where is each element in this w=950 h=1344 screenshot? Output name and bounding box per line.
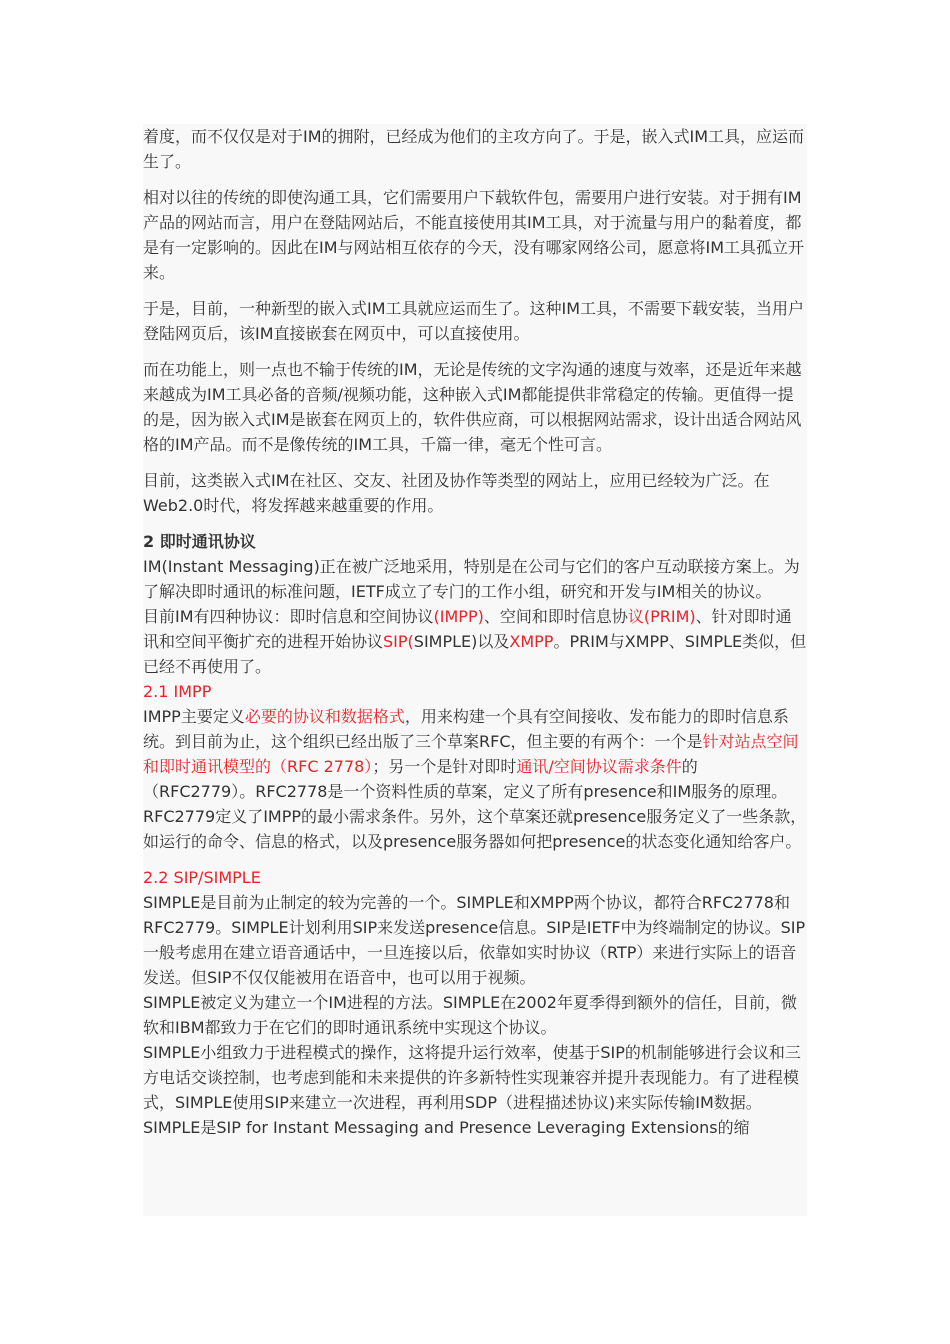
paragraph: 着度，而不仅仅是对于IM的拥附，已经成为他们的主攻方向了。于是，嵌入式IM工具，应运而生了。: [143, 127, 805, 171]
text-span: ；另一个是针对即时: [372, 757, 517, 776]
highlight-span: 针对站点空间和即时通讯模型的（RFC 2778）: [143, 732, 799, 776]
highlight-span: XMPP: [509, 632, 554, 651]
article-body: [143, 124, 807, 1216]
paragraph: 于是，目前，一种新型的嵌入式IM工具就应运而生了。这种IM工具，不需要下载安装，当用户登陆网页后，该IM直接嵌套在网页中，可以直接使用。: [143, 299, 805, 343]
section-heading: 2.1 IMPP: [143, 682, 212, 701]
text-span: 、空间和即时信息协: [483, 607, 628, 626]
section-heading: 2.2 SIP/SIMPLE: [143, 868, 261, 887]
paragraph: IM(Instant Messaging)正在被广泛地采用，特别是在公司与它们的客户互动联接方案上。为了解决即时通讯的标准问题，IETF成立了专门的工作小组，研究和开发与IM相关的协议。: [143, 557, 800, 601]
section-heading: 2 即时通讯协议: [143, 532, 256, 551]
paragraph: SIMPLE被定义为建立一个IM进程的方法。SIMPLE在2002年夏季得到额外的信任，目前，微软和IBM都致力于在它们的即时通讯系统中实现这个协议。: [143, 993, 797, 1037]
paragraph: SIMPLE是SIP for Instant Messaging and Presence Leveraging Extensions的缩: [143, 1118, 750, 1137]
paragraph: 相对以往的传统的即使沟通工具，它们需要用户下载软件包，需要用户进行安装。对于拥有IM产品的网站而言，用户在登陆网站后，不能直接使用其IM工具，对于流量与用户的黏着度，都是有一定影响的。因此在IM与网站相互依存的今天，没有哪家网络公司，愿意将IM工具孤立开来。: [143, 188, 805, 282]
highlight-span: 议(PRIM): [627, 607, 696, 626]
highlight-span: 通讯/空间协议需求条件: [516, 757, 682, 776]
highlight-span: 必要的协议和数据格式: [244, 707, 405, 726]
text-span: 的（RFC2779）。RFC2778是一个资料性质的草案，定义了所有presence和IM服务的原理。RFC2779定义了IMPP的最小需求条件。另外，这个草案还就presence服务定义了一些条款，如运行的命令、信息的格式，以及presence服务器如何把presence的状态变化通知给客户。: [143, 757, 807, 851]
text-span: IMPP主要定义: [143, 707, 245, 726]
protocols-paragraph: [143, 604, 807, 679]
paragraph: SIMPLE是目前为止制定的较为完善的一个。SIMPLE和XMPP两个协议，都符合RFC2778和RFC2779。SIMPLE计划利用SIP来发送presence信息。SIP是IETF中为终端制定的协议。SIP一般考虑用在建立语音通话中，一旦连接以后，依靠如实时协议（RTP）来进行实际上的语音发送。但SIP不仅仅能被用在语音中，也可以用于视频。: [143, 893, 806, 987]
text-span: 目前IM有四种协议：即时信息和空间协议: [143, 607, 434, 626]
text-span: SIMPLE)以及: [413, 632, 510, 651]
paragraph: 目前，这类嵌入式IM在社区、交友、社团及协作等类型的网站上，应用已经较为广泛。在Web2.0时代，将发挥越来越重要的作用。: [143, 471, 770, 515]
text-span: ，用来构建一个具有空间接收、发布能力的即时信息系统。到目前为止，这个组织已经出版了三个草案RFC，但主要的有两个：一个是: [143, 707, 789, 751]
paragraph: SIMPLE小组致力于进程模式的操作，这将提升运行效率，使基于SIP的机制能够进行会议和三方电话交谈控制，也考虑到能和未来提供的许多新特性实现兼容并提升表现能力。有了进程模式，SIMPLE使用SIP来建立一次进程，再利用SDP（进程描述协议)来实际传输IM数据。: [143, 1043, 801, 1112]
paragraph: 而在功能上，则一点也不输于传统的IM，无论是传统的文字沟通的速度与效率，还是近年来越来越成为IM工具必备的音频/视频功能，这种嵌入式IM都能提供非常稳定的传输。更值得一提的是，因为嵌入式IM是嵌套在网页上的，软件供应商，可以根据网站需求，设计出适合网站风格的IM产品。而不是像传统的IM工具，千篇一律，毫无个性可言。: [143, 360, 802, 454]
text-span: 。PRIM与XMPP、SIMPLE类似，但已经不再使用了。: [143, 632, 807, 676]
impp-paragraph: [143, 704, 807, 854]
highlight-span: SIP(: [383, 632, 414, 651]
text-span: 、针对即时通讯和空间平衡扩充的进程开始协议: [143, 607, 792, 651]
highlight-span: (IMPP): [433, 607, 484, 626]
